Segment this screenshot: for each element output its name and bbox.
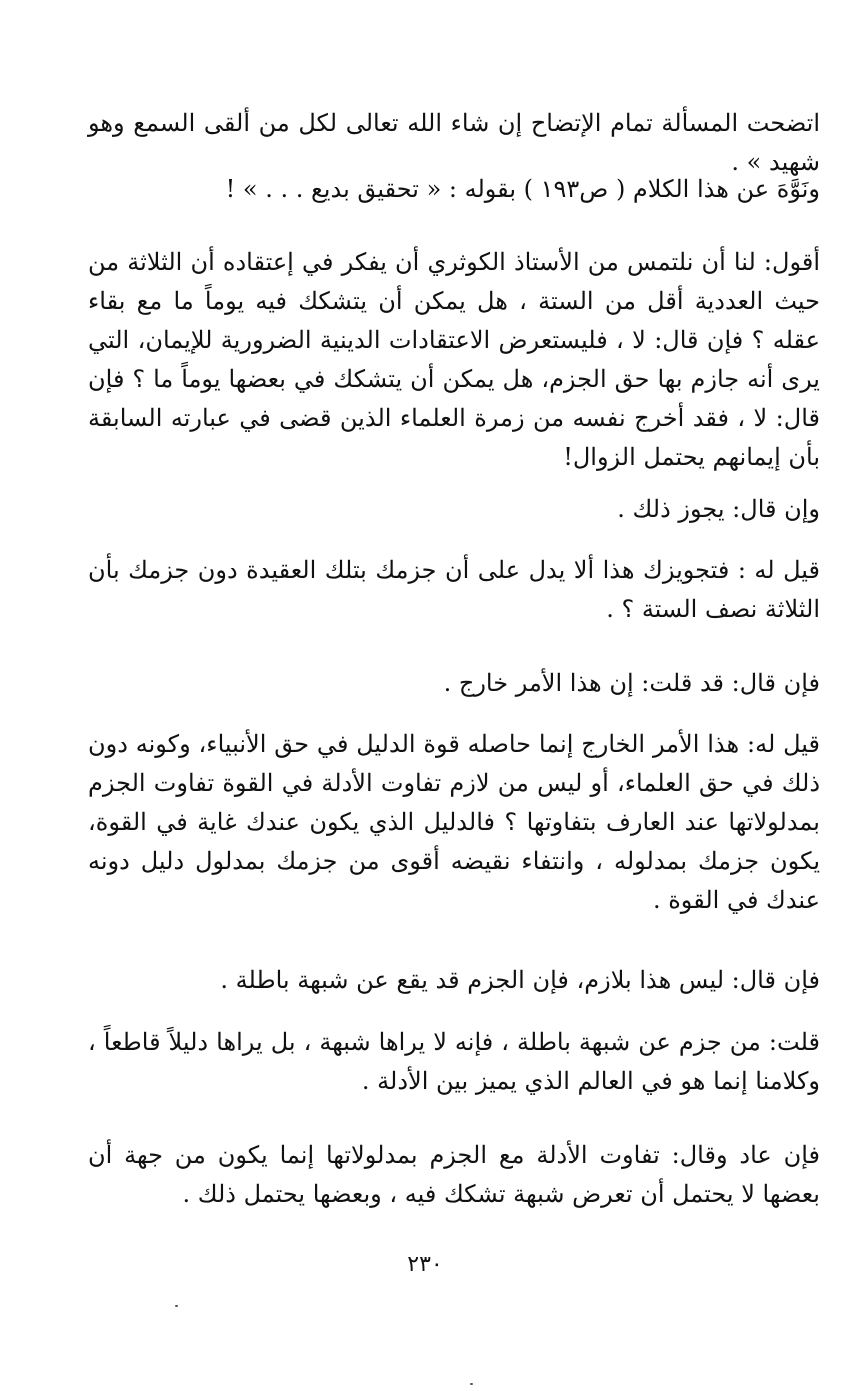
paragraph-2: ونَوَّهَ عن هذا الكلام ( ص١٩٣ ) بقوله : « تحقيق بديع . . . » ! [225, 175, 820, 203]
paragraph-6: فإن قال: قد قلت: إن هذا الأمر خارج . [443, 669, 820, 697]
paragraph-8: فإن قال: ليس هذا بلازم، فإن الجزم قد يقع عن شبهة باطلة . [220, 966, 820, 994]
paragraph-1: اتضحت المسألة تمام الإتضاح إن شاء الله تعالى لكل من ألقى السمع وهو شهيد » . [88, 109, 820, 176]
paragraph-5: قيل له : فتجويزك هذا ألا يدل على أن جزمك بتلك العقيدة دون جزمك بأن الثلاثة نصف الستة ؟ . [88, 556, 820, 623]
scan-speck [470, 1383, 473, 1385]
paragraph-10: فإن عاد وقال: تفاوت الأدلة مع الجزم بمدلولاتها إنما يكون من جهة أن بعضها لا يحتمل أن تعرض شبهة تشكك فيه ، وبعضها يحتمل ذلك . [88, 1141, 820, 1208]
page-number: ٢٣٠ [407, 1252, 443, 1277]
paragraph-9: قلت: من جزم عن شبهة باطلة ، فإنه لا يراها شبهة ، بل يراها دليلاً قاطعاً ، وكلامنا إنما هو في العالم الذي يميز بين الأدلة . [88, 1028, 820, 1095]
scan-speck [175, 1305, 178, 1307]
paragraph-7: قيل له: هذا الأمر الخارج إنما حاصله قوة الدليل في حق الأنبياء، وكونه دون ذلك في حق العلماء، أو ليس من لازم تفاوت الأدلة في القوة تفاوت الجزم بمدلولاتها عند العارف بتفاوتها ؟ فالدليل الذي يكون عندك غاية في القوة، يكون جزمك بمدلوله ، وانتفاء نقيضه أقوى من جزمك بمدلول دليل دونه عندك في القوة . [88, 730, 821, 914]
paragraph-4: وإن قال: يجوز ذلك . [617, 495, 820, 523]
paragraph-3: أقول: لنا أن نلتمس من الأستاذ الكوثري أن يفكر في إعتقاده أن الثلاثة من حيث العددية أقل من الستة ، هل يمكن أن يتشكك فيه يوماً ما مع بقاء عقله ؟ فإن قال: لا ، فليستعرض الاعتقادات الدينية الضرورية للإيمان، التي يرى أنه جازم بها حق الجزم، هل يمكن أن يتشكك في بعضها يوماً ما ؟ فإن قال: لا ، فقد أخرج نفسه من زمرة العلماء الذين قضى في عبارته السابقة بأن إيمانهم يحتمل الزوال! [88, 248, 820, 471]
